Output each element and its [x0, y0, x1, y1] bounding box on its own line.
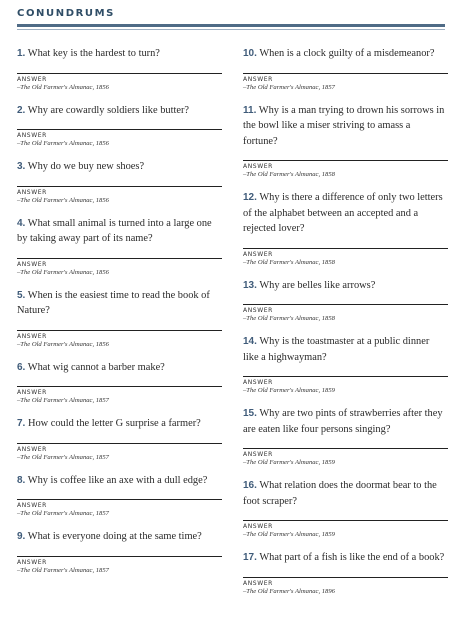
question-text: How could the letter G surprise a farmer?	[27, 418, 201, 429]
answer-line[interactable]	[17, 556, 222, 557]
conundrum-item	[17, 288, 222, 348]
answer-line[interactable]	[17, 386, 222, 387]
citation-dash: –	[243, 315, 247, 322]
answer-line[interactable]	[17, 443, 222, 444]
question-number: 16.	[243, 480, 257, 491]
citation-text: The Old Farmer's Almanac, 1859	[246, 387, 335, 394]
answer-line[interactable]	[17, 330, 222, 331]
question	[17, 216, 222, 247]
source-citation	[243, 171, 448, 178]
citation-dash: –	[243, 531, 247, 538]
citation-dash: –	[17, 83, 21, 91]
conundrum-item	[17, 529, 222, 574]
question	[17, 288, 222, 319]
conundrum-item	[243, 550, 448, 595]
question-text: Why are cowardly soldiers like butter?	[27, 104, 190, 116]
question-text: Why is there a difference of only two letters of the alphabet between an accepted and a rejected lover?	[243, 192, 443, 234]
question-text: When is a clock guilty of a misdemeanor?	[259, 48, 435, 59]
answer-line[interactable]	[243, 376, 448, 377]
question-number: 9.	[17, 531, 26, 542]
source-citation	[17, 197, 222, 204]
citation-dash: –	[243, 171, 247, 178]
question-number: 17.	[243, 552, 257, 563]
source-citation	[243, 531, 448, 538]
answer-label: ANSWER	[243, 75, 273, 83]
conundrum-item	[17, 46, 222, 91]
question	[243, 478, 448, 509]
question	[17, 46, 222, 62]
question	[243, 46, 448, 62]
answer-line[interactable]	[243, 448, 448, 449]
question-text: What is everyone doing at the same time?	[27, 531, 202, 542]
answer-label: ANSWER	[17, 558, 47, 566]
question-text: What key is the hardest to turn?	[27, 48, 160, 59]
question-number: 14.	[243, 336, 257, 347]
source-citation	[243, 315, 448, 322]
answer-label: ANSWER	[17, 445, 47, 453]
source-citation	[243, 84, 448, 91]
answer-line[interactable]	[17, 499, 222, 500]
conundrum-item	[17, 360, 222, 405]
source-citation	[17, 567, 222, 574]
citation-text: The Old Farmer's Almanac, 1859	[246, 459, 335, 466]
question	[243, 406, 448, 437]
question-text: What relation does the doormat bear to the foot scraper?	[243, 480, 437, 507]
answer-label: ANSWER	[17, 332, 47, 340]
answer-line[interactable]	[243, 73, 448, 74]
source-citation	[17, 397, 222, 404]
source-citation	[243, 387, 448, 394]
question-text: Why is coffee like an axe with a dull edge?	[27, 474, 208, 486]
conundrum-item	[243, 334, 448, 394]
question-number: 1.	[17, 48, 26, 59]
conundrum-item	[243, 103, 448, 179]
header-rule	[17, 24, 445, 27]
citation-dash: –	[17, 340, 21, 348]
answer-label: ANSWER	[17, 188, 47, 196]
answer-label: ANSWER	[17, 260, 47, 268]
answer-label: ANSWER	[243, 307, 273, 314]
answer-label: ANSWER	[17, 75, 47, 83]
left-column	[17, 46, 222, 574]
source-citation	[243, 459, 448, 466]
question-number: 5.	[17, 289, 26, 301]
conundrum-item	[17, 103, 222, 148]
question-text: When is the easiest time to read the book of Nature?	[17, 289, 210, 316]
answer-label: ANSWER	[243, 451, 273, 458]
source-citation	[17, 510, 222, 517]
source-citation	[17, 454, 222, 461]
answer-line[interactable]	[243, 160, 448, 161]
conundrum-item	[243, 278, 448, 323]
question	[243, 334, 448, 365]
source-citation	[17, 341, 222, 348]
citation-text: The Old Farmer's Almanac, 1858	[246, 315, 335, 322]
answer-line[interactable]	[17, 258, 222, 259]
question-text: What small animal is turned into a large one by taking away part of its name?	[17, 217, 212, 244]
citation-text: The Old Farmer's Almanac, 1896	[246, 587, 335, 595]
answer-label: ANSWER	[243, 250, 273, 258]
question-number: 12.	[243, 192, 257, 203]
citation-text: The Old Farmer's Almanac, 1856	[20, 196, 109, 204]
question	[243, 550, 448, 566]
answer-label: ANSWER	[243, 523, 273, 530]
question-text: Why are belles like arrows?	[259, 279, 376, 291]
question-text: What wig cannot a barber make?	[27, 361, 165, 373]
citation-text: The Old Farmer's Almanac, 1857	[20, 566, 109, 574]
citation-text: The Old Farmer's Almanac, 1857	[20, 453, 109, 461]
answer-line[interactable]	[17, 186, 222, 187]
question	[17, 159, 222, 175]
answer-label: ANSWER	[243, 379, 273, 386]
source-citation	[17, 84, 222, 91]
citation-text: The Old Farmer's Almanac, 1857	[20, 510, 109, 517]
conundrum-item	[243, 46, 448, 91]
conundrum-item	[17, 416, 222, 461]
right-column	[243, 46, 448, 595]
question-number: 13.	[243, 279, 257, 291]
citation-text: The Old Farmer's Almanac, 1856	[20, 140, 109, 147]
question-number: 7.	[17, 418, 26, 429]
question	[243, 278, 448, 294]
question-number: 10.	[243, 48, 257, 59]
question	[17, 529, 222, 545]
citation-dash: –	[243, 387, 247, 394]
question	[17, 473, 222, 489]
citation-text: The Old Farmer's Almanac, 1857	[20, 397, 109, 404]
answer-label: ANSWER	[243, 163, 273, 170]
question-text: Why is the toastmaster at a public dinner like a highwayman?	[243, 336, 430, 363]
question	[17, 103, 222, 119]
source-citation	[243, 259, 448, 266]
answer-line[interactable]	[243, 248, 448, 249]
answer-label: ANSWER	[17, 389, 47, 396]
question-number: 3.	[17, 161, 26, 172]
question-text: Why is a man trying to drown his sorrows in the bowl like a miser striving to amass a fortune?	[243, 104, 445, 147]
question	[243, 190, 448, 237]
question	[243, 103, 448, 150]
question	[17, 416, 222, 432]
conundrum-item	[17, 159, 222, 204]
answer-label: ANSWER	[17, 132, 47, 139]
question-number: 8.	[17, 474, 26, 486]
citation-dash: –	[17, 140, 21, 147]
citation-text: The Old Farmer's Almanac, 1858	[246, 258, 335, 266]
question-number: 6.	[17, 361, 26, 373]
citation-dash: –	[17, 268, 21, 276]
citation-text: The Old Farmer's Almanac, 1859	[246, 531, 335, 538]
answer-line[interactable]	[17, 73, 222, 74]
citation-text: The Old Farmer's Almanac, 1858	[246, 171, 335, 178]
answer-label: ANSWER	[243, 579, 273, 587]
citation-text: The Old Farmer's Almanac, 1856	[20, 268, 109, 276]
citation-text: The Old Farmer's Almanac, 1857	[246, 83, 335, 91]
citation-dash: –	[17, 566, 21, 574]
question	[17, 360, 222, 376]
citation-dash: –	[243, 258, 247, 266]
answer-line[interactable]	[243, 520, 448, 521]
conundrum-item	[243, 478, 448, 538]
question-text: Why are two pints of strawberries after they are eaten like four persons singing?	[243, 408, 443, 435]
page-title: CONUNDRUMS	[17, 8, 115, 19]
answer-line[interactable]	[243, 577, 448, 578]
conundrum-item	[17, 216, 222, 276]
source-citation	[17, 140, 222, 147]
citation-text: The Old Farmer's Almanac, 1856	[20, 340, 109, 348]
question-number: 11.	[243, 104, 257, 116]
question-number: 2.	[17, 104, 26, 116]
header-rule-thin	[17, 29, 445, 30]
question-number: 15.	[243, 408, 257, 419]
answer-line[interactable]	[17, 129, 222, 130]
citation-dash: –	[17, 196, 21, 204]
question-text: Why do we buy new shoes?	[27, 161, 145, 172]
answer-label: ANSWER	[17, 502, 47, 509]
citation-dash: –	[243, 587, 247, 595]
citation-dash: –	[17, 510, 21, 517]
citation-dash: –	[17, 397, 21, 404]
citation-dash: –	[243, 459, 247, 466]
source-citation	[243, 588, 448, 595]
conundrum-item	[243, 190, 448, 266]
citation-dash: –	[243, 83, 247, 91]
conundrum-item	[17, 473, 222, 518]
citation-text: The Old Farmer's Almanac, 1856	[20, 83, 109, 91]
source-citation	[17, 269, 222, 276]
question-number: 4.	[17, 217, 26, 229]
conundrum-item	[243, 406, 448, 466]
answer-line[interactable]	[243, 304, 448, 305]
citation-dash: –	[17, 453, 21, 461]
question-text: What part of a fish is like the end of a book?	[259, 552, 445, 563]
